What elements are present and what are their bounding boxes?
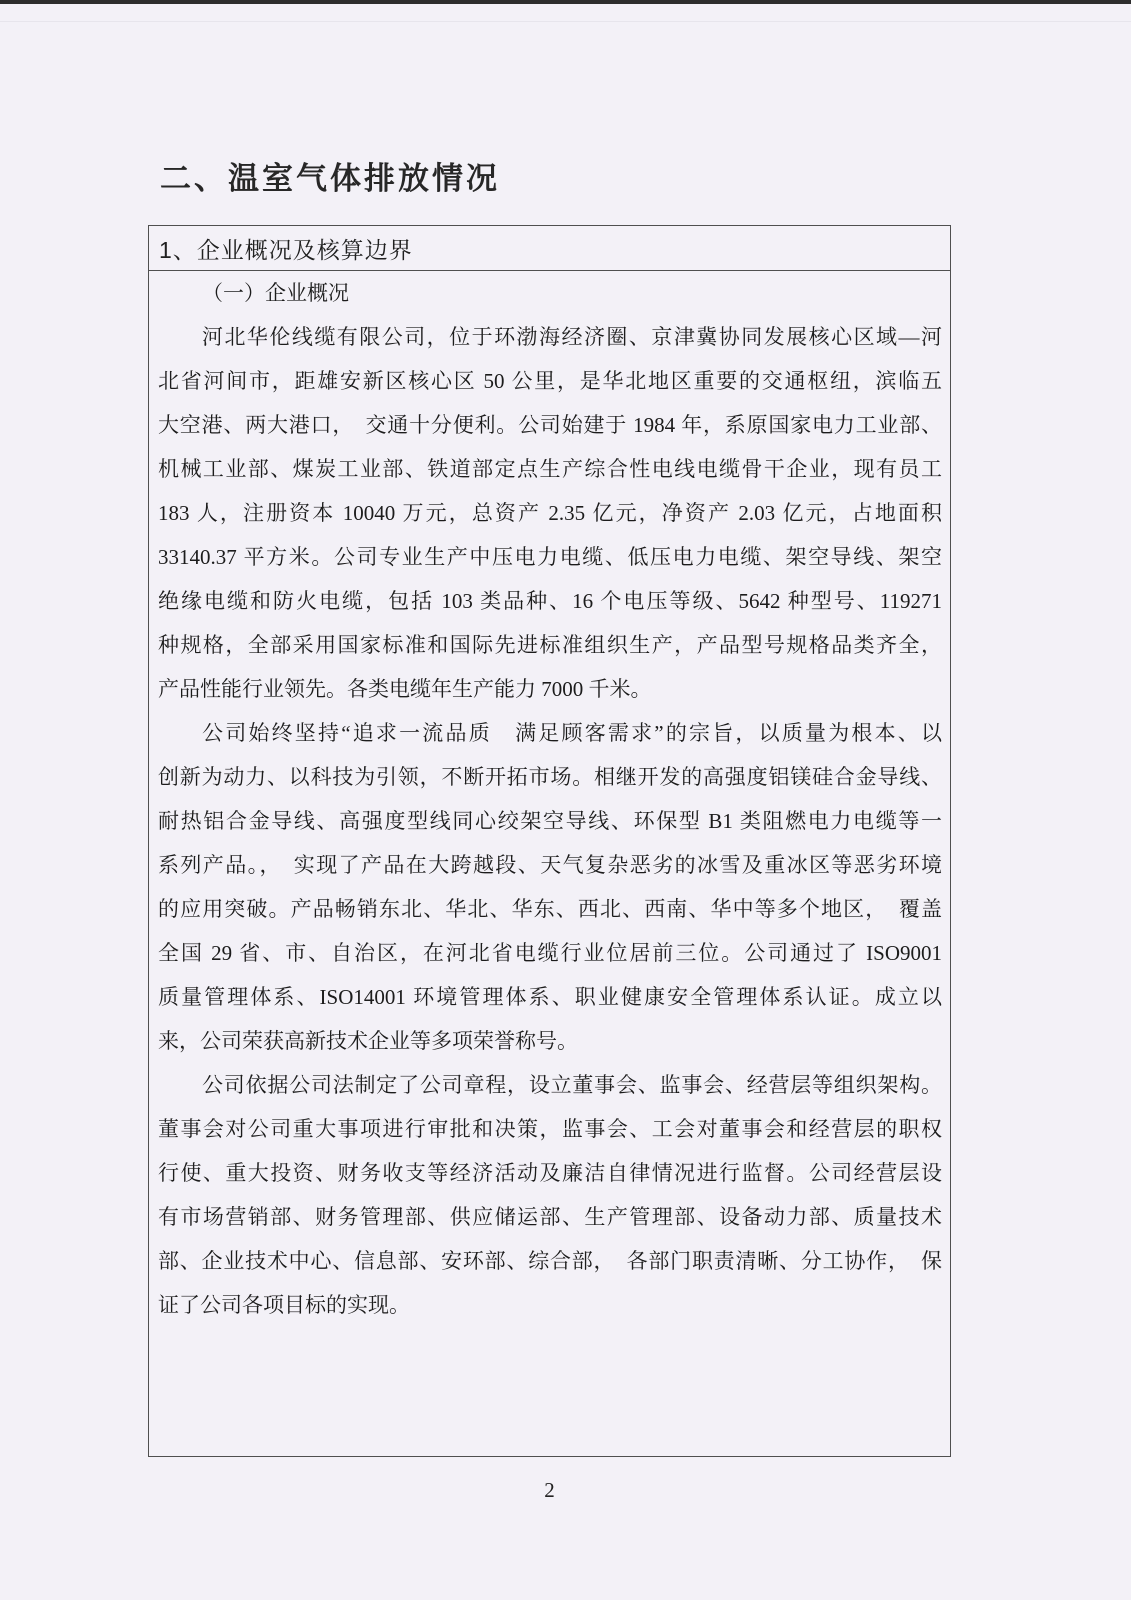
paragraph — [158, 1063, 942, 1327]
page-number: 2 — [544, 1478, 555, 1502]
text-line: 大空港、两大港口， 交通十分便利。公司始建于 1984 年，系原国家电力工业部、 — [158, 413, 942, 437]
text-line: 种规格，全部采用国家标准和国际先进标准组织生产，产品型号规格品类齐全， — [158, 633, 942, 657]
box-header-label: 1、企业概况及核算边界 — [159, 236, 413, 263]
text-line: 创新为动力、以科技为引领，不断开拓市场。相继开发的高强度铝镁硅合金导线、 — [158, 765, 942, 789]
text-line: 河北华伦线缆有限公司，位于环渤海经济圈、京津冀协同发展核心区域—河 — [202, 325, 942, 349]
text-line: 部、企业技术中心、信息部、安环部、综合部， 各部门职责清晰、分工协作， 保 — [158, 1249, 942, 1273]
text-line: 系列产品。， 实现了产品在大跨越段、天气复杂恶劣的冰雪及重冰区等恶劣环境 — [158, 853, 942, 877]
paragraph — [158, 315, 942, 711]
text-line: 产品性能行业领先。各类电缆年生产能力 7000 千米。 — [158, 677, 652, 701]
paragraphs — [158, 315, 942, 1327]
box-header — [149, 226, 950, 271]
subsection-heading: （一）企业概况 — [202, 281, 349, 305]
text-line: 北省河间市，距雄安新区核心区 50 公里，是华北地区重要的交通枢纽，滨临五 — [158, 369, 942, 393]
text-line: 有市场营销部、财务管理部、供应储运部、生产管理部、设备动力部、质量技术 — [158, 1205, 942, 1229]
text-line: 公司依据公司法制定了公司章程，设立董事会、监事会、经营层等组织架构。 — [202, 1073, 942, 1097]
text-line: 质量管理体系、ISO14001 环境管理体系、职业健康安全管理体系认证。成立以 — [158, 985, 942, 1009]
text-line: 董事会对公司重大事项进行审批和决策，监事会、工会对董事会和经营层的职权 — [158, 1117, 942, 1141]
text-line: 全国 29 省、市、自治区，在河北省电缆行业位居前三位。公司通过了 ISO9001 — [158, 941, 942, 965]
text-line: 183 人，注册资本 10040 万元，总资产 2.35 亿元，净资产 2.03 亿元，占地面积 — [158, 501, 942, 525]
paragraph — [158, 711, 942, 1063]
section-title: 二、温室气体排放情况 — [160, 161, 500, 196]
text-line: 的应用突破。产品畅销东北、华北、华东、西北、西南、华中等多个地区， 覆盖 — [158, 897, 942, 921]
box-body — [149, 271, 950, 1327]
text-line: 证了公司各项目标的实现。 — [158, 1293, 410, 1317]
scan-edge-artifact — [0, 0, 1131, 4]
text-line: 行使、重大投资、财务收支等经济活动及廉洁自律情况进行监督。公司经营层设 — [158, 1161, 942, 1185]
text-line: 机械工业部、煤炭工业部、铁道部定点生产综合性电线电缆骨干企业，现有员工 — [158, 457, 942, 481]
scan-line-artifact — [0, 21, 1131, 22]
content-box — [148, 225, 951, 1457]
text-line: 来，公司荣获高新技术企业等多项荣誉称号。 — [158, 1029, 578, 1053]
text-line: 耐热铝合金导线、高强度型线同心绞架空导线、环保型 B1 类阻燃电力电缆等一 — [158, 809, 942, 833]
text-line: 绝缘电缆和防火电缆，包括 103 类品种、16 个电压等级、5642 种型号、119271 — [158, 589, 942, 613]
text-line: 公司始终坚持“追求一流品质 满足顾客需求”的宗旨，以质量为根本、以 — [202, 721, 942, 745]
text-line: 33140.37 平方米。公司专业生产中压电力电缆、低压电力电缆、架空导线、架空 — [158, 545, 942, 569]
